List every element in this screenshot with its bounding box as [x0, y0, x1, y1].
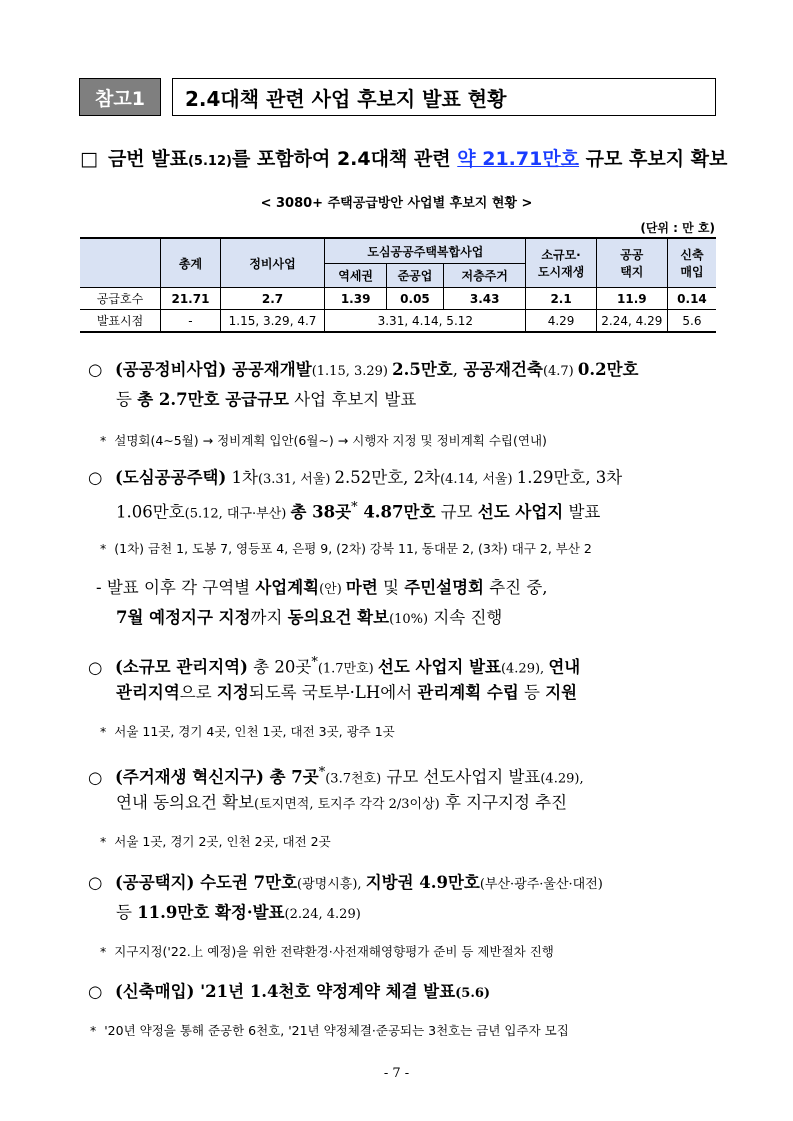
item-regen: ○ (주거재생 혁신지구) 총 7곳*(3.7천호) 규모 선도사업지 발표(4.29),	[88, 765, 584, 787]
header-land: 공공 택지	[596, 238, 667, 288]
table-corner	[80, 238, 161, 288]
table-caption: < 3080+ 주택공급방안 사업별 후보지 현황 >	[260, 196, 533, 211]
table-cell: 11.9	[596, 288, 667, 310]
item-small-area: ○ (소규모 관리지역) 총 20곳*(1.7만호) 선도 사업지 발표(4.29), 연내	[88, 655, 581, 677]
item-urban-dash: - 발표 이후 각 구역별 사업계획(안) 마련 및 주민설명회 추진 중,	[96, 578, 548, 597]
note-redev: * 설명회(4∼5월) → 정비계획 입안(6월∼) → 시행자 지정 및 정비계획 수립(연내)	[100, 433, 547, 448]
circle-bullet-icon: ○	[88, 982, 103, 1001]
table-row	[80, 288, 716, 310]
headline-pre: 금번 발표	[107, 148, 188, 170]
circle-bullet-icon: ○	[88, 468, 103, 487]
supply-table	[80, 237, 716, 333]
table-unit: (단위 : 만 호)	[640, 221, 715, 235]
note-new-purchase: * '20년 약정을 통해 준공한 6천호, '21년 약정체결·준공되는 3천호는 금년 입주자 모집	[90, 1023, 569, 1038]
checkbox-square-icon: □	[80, 148, 98, 170]
item-public-land-line2: 등 11.9만호 확정·발표(2.24, 4.29)	[116, 903, 361, 922]
headline	[80, 144, 727, 171]
table-cell: 4.29	[526, 310, 596, 333]
table-cell: 0.05	[387, 288, 444, 310]
note-small-area: * 서울 11곳, 경기 4곳, 인천 1곳, 대전 3곳, 광주 1곳	[100, 724, 395, 739]
header-urban-industrial: 준공업	[387, 264, 444, 288]
circle-bullet-icon: ○	[88, 873, 103, 892]
reference-title-text: 2.4대책 관련 사업 후보지 발표 현황	[185, 86, 507, 111]
item-public-land: ○ (공공택지) 수도권 7만호(광명시흥), 지방권 4.9만호(부산·광주·울산·대전)	[88, 873, 603, 892]
table-cell: -	[161, 310, 221, 333]
item-redev-line2: 등 총 2.7만호 공급규모 사업 후보지 발표	[116, 390, 417, 409]
headline-post: 규모 후보지 확보	[579, 148, 728, 170]
table-row	[80, 310, 716, 333]
row-label: 공급호수	[80, 288, 161, 310]
note-regen: * 서울 1곳, 경기 2곳, 인천 2곳, 대전 2곳	[100, 834, 331, 849]
header-new: 신축 매입	[667, 238, 716, 288]
header-total: 총계	[161, 238, 221, 288]
table-cell: 3.31, 4.14, 5.12	[325, 310, 526, 333]
reference-tag: 참고1	[79, 78, 161, 116]
item-regen-line2: 연내 동의요건 확보(토지면적, 토지주 각각 2/3이상) 후 지구지정 추진	[116, 793, 568, 812]
circle-bullet-icon: ○	[88, 360, 103, 379]
headline-mid: 를 포함하여 2.4대책 관련	[231, 148, 458, 170]
headline-pre-small: (5.12)	[187, 154, 232, 169]
item-urban-dash-line2: 7월 예정지구 지정까지 동의요건 확보(10%) 지속 진행	[116, 608, 503, 627]
table-cell: 0.14	[667, 288, 716, 310]
table-cell: 3.43	[443, 288, 526, 310]
item-urban: ○ (도심공공주택) 1차(3.31, 서울) 2.52만호, 2차(4.14, 서울) 1.29만호, 3차	[88, 468, 623, 487]
header-small: 소규모· 도시재생	[526, 238, 596, 288]
note-public-land: * 지구지정('22.上 예정)을 위한 전략환경·사전재해영향평가 준비 등 제반절차 진행	[100, 944, 554, 959]
item-new-purchase: ○ (신축매입) '21년 1.4천호 약정계약 체결 발표(5.6)	[88, 982, 491, 1001]
header-urban: 도심공공주택복합사업	[325, 238, 526, 264]
circle-bullet-icon: ○	[88, 767, 103, 787]
table-cell: 2.1	[526, 288, 596, 310]
headline-highlight: 약 21.71만호	[457, 148, 580, 170]
note-urban: * (1차) 금천 1, 도봉 7, 영등포 4, 은평 9, (2차) 강북 11, 동대문 2, (3차) 대구 2, 부산 2	[100, 541, 592, 556]
table-cell: 2.7	[220, 288, 324, 310]
item-small-area-line2: 관리지역으로 지정되도록 국토부·LH에서 관리계획 수립 등 지원	[116, 683, 578, 702]
item-redev: ○ (공공정비사업) 공공재개발(1.15, 3.29) 2.5만호, 공공재건축(4.7) 0.2만호	[88, 360, 639, 379]
header-redev: 정비사업	[220, 238, 324, 288]
header-urban-lowrise: 저층주거	[443, 264, 526, 288]
table-cell: 5.6	[667, 310, 716, 333]
circle-bullet-icon: ○	[88, 657, 103, 677]
reference-title	[172, 78, 716, 116]
row-label: 발표시점	[80, 310, 161, 333]
table-cell: 1.39	[325, 288, 387, 310]
header-urban-station: 역세권	[325, 264, 387, 288]
item-urban-line2: 1.06만호(5.12, 대구·부산) 총 38곳* 4.87만호 규모 선도 사업지 발표	[116, 500, 601, 522]
page-number: - 7 -	[383, 1066, 410, 1081]
table-cell: 2.24, 4.29	[596, 310, 667, 333]
table-cell: 1.15, 3.29, 4.7	[220, 310, 324, 333]
table-cell: 21.71	[161, 288, 221, 310]
